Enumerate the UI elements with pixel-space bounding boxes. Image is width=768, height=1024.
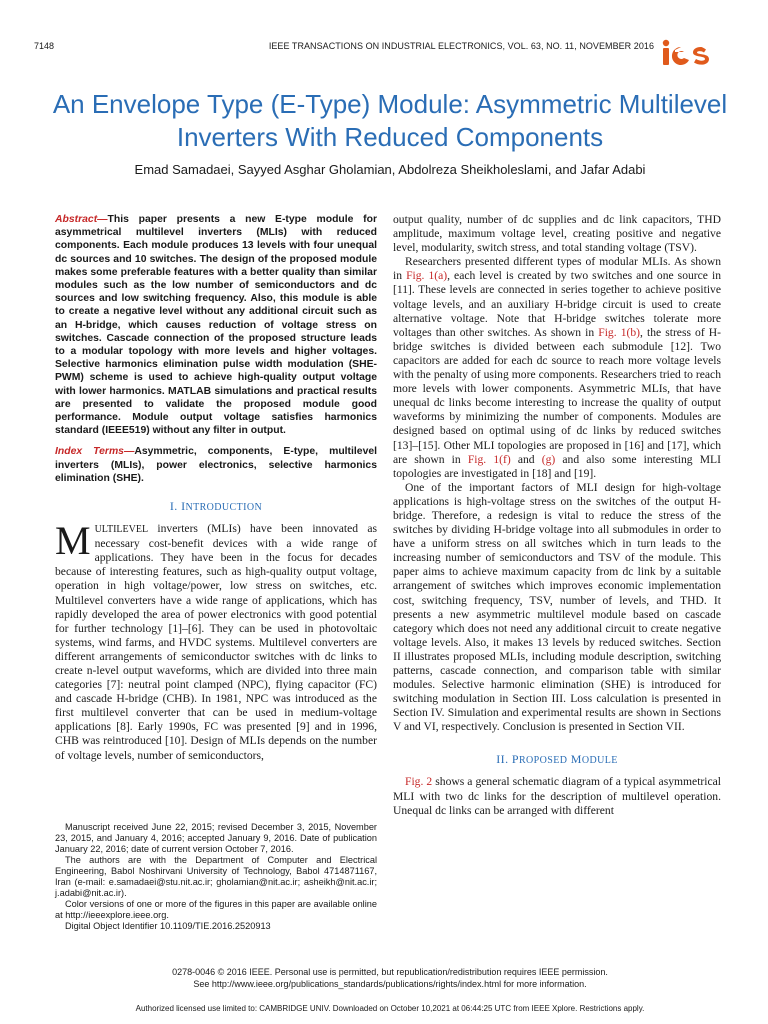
right-column	[393, 213, 721, 818]
drop-cap: M	[55, 518, 91, 564]
index-terms-label: Index Terms—	[55, 446, 135, 458]
abstract-label: Abstract—	[55, 214, 108, 225]
figure-link-1b[interactable]: Fig. 1(b)	[598, 325, 641, 339]
figure-link-2[interactable]: Fig. 2	[405, 775, 433, 789]
ies-logo-icon	[660, 38, 720, 70]
right-paragraph-0: output quality, number of dc supplies and dc link capacitors, THD amplitude, maximum voltage level, creating positive and negative level, modularity, switch stress, and total standing voltage (TSV).	[393, 213, 721, 255]
running-header: IEEE TRANSACTIONS ON INDUSTRIAL ELECTRONICS, VOL. 63, NO. 11, NOVEMBER 2016	[268, 41, 654, 51]
copyright-line-2: See http://www.ieee.org/publications_standards/publications/rights/index.html for more information.	[193, 979, 587, 989]
figure-link-1a[interactable]: Fig. 1(a)	[406, 269, 448, 283]
footnote-affiliation: The authors are with the Department of Computer and Electrical Engineering, Babol Noshirvani University of Technology, Babol 4714871167, Iran (e-mail: e.samadaei@stu.nit.ac.ir; gholamian@nit.ac.ir; asheikh@nit.ac.ir; j.adabi@nit.ac.ir).	[55, 855, 377, 898]
copyright-notice	[40, 966, 740, 990]
section-heading-introduction: I. INTRODUCTION	[169, 499, 263, 514]
footnote-doi: Digital Object Identifier 10.1109/TIE.2016.2520913	[65, 921, 271, 931]
footnote-received: Manuscript received June 22, 2015; revised December 3, 2015, November 23, 2015, and January 4, 2016; accepted January 9, 2016. Date of publication January 22, 2016; date of current version October 7, 2016.	[55, 822, 377, 854]
abstract-text: This paper presents a new E-type module for asymmetrical multilevel inverters (MLIs) with reduced components. Each module produces 13 levels with four unequal dc sources and 10 switches. The design of the proposed module makes some preferable features with a better quality than similar modules such as the low number of semiconductors and dc sources and low switching frequency. Also, this module is able to create a negative level without any additional circuit such as an H-bridge, which causes reduction of voltage stress on switches. Cascade connection of the proposed structure leads to a modular topology with more levels and higher voltages. Selective harmonics elimination pulse width modulation (SHE-PWM) scheme is used to achieve high-quality output voltage with lower harmonics. MATLAB simulations and practical results are presented to validate the proposed module good performance. Module output voltage satisfies harmonics standard (IEEE519) without any filter in output.	[55, 214, 377, 437]
right-paragraph-1: Researchers presented different types of modular MLIs. As shown in Fig. 1(a), each level is created by two switches and one source in [11]. These levels are connected in series together to achieve positive voltage levels, and an auxiliary H-bridge circuit is used to create alternative voltage. Note that H-bridge switches tolerate more voltages than other switches. As shown in Fig. 1(b), the stress of H-bridge switches is divided between each submodule [12]. Two capacitors are added for each dc source to reach more voltage levels with the penalty of using more components. Researchers tried to reach more levels with lower components. Asymmetric MLIs, that have unequal dc links become interesting to increase the quality of output waveforms by minimizing the number of components. Modules are designed based on optimal using of dc links by reduced switches [13]–[15]. Other MLI topologies are proposed in [16] and [17], which are shown in Fig. 1(f) and (g) and also some interesting MLI topologies are investigated in [18] and [19].	[393, 255, 722, 480]
left-column	[55, 213, 377, 763]
right-paragraph-3: Fig. 2 shows a general schematic diagram of a typical asymmetrical MLI with two dc links for the description of multilevel operation. Unequal dc links can be arranged with different	[393, 775, 722, 817]
page-number: 7148	[34, 41, 55, 51]
section-heading-proposed-module: II. PROPOSED MODULE	[496, 752, 618, 767]
index-terms-text: Asymmetric, components, E-type, multilevel inverters (MLIs), power electronics, selective harmonics elimination (SHE).	[55, 446, 378, 484]
figure-link-1g[interactable]: (g)	[541, 452, 556, 466]
copyright-line-1: 0278-0046 © 2016 IEEE. Personal use is permitted, but republication/redistribution requires IEEE permission.	[172, 967, 608, 977]
right-paragraph-2: One of the important factors of MLI design for high-voltage applications is high-voltage stress on the switches of the output H-bridge. Therefore, a redesign is vital to reduce the stress of the switches by dividing H-bridge voltage into all submodules in order to have a uniform stress on all switches which in turn leads to the increasing number of semiconductors and TSV of the module. This paper aims to achieve maximum capacity from dc link by a suitable arrangement of switches which improves economic implementation cost, switching frequency, TSV, number of levels, and THD. It presents a new asymmetric multilevel module based on cascade category which does not need any additional circuit to create negative voltage levels. Also, it makes 13 levels by reduced switches. Section II illustrates proposed MLIs, including module description, switching patterns, cascade connection, and comparison table with similar modules. Selective harmonic elimination (SHE) is introduced for switching modulation in Section III. Loss calculation is presented in Section IV. Simulation and experimental results are shown in Sections V and VI, respectively. Conclusion is presented in Section VII.	[393, 480, 721, 734]
paper-authors: Emad Samadaei, Sayyed Asghar Gholamian, Abdolreza Sheikholeslami, and Jafar Adabi	[134, 162, 646, 177]
intro-paragraph: MULTILEVEL inverters (MLIs) have been innovated as necessary cost-benefit devices with a wide range of applications. They have been in the focus for decades because of interesting features, such as high-quality output voltage, operation in high voltage/power, low stress on switches, etc. Multilevel converters have a wide range of applications, which has rapidly developed the area of power electronics with good potential for further technology [1]–[6]. They can be used in photovoltaic systems, wind farms, and HVDC systems. Multilevel converters are different arrangements of semiconductor switches with dc links to create n-level output waveforms, which are divided into three main categories [7]: neutral point clamped (NPC), flying capacitor (FC) and cascade H-bridge (CHB). In 1981, NPC was introduced as the first multilevel converter that can be used in medium-voltage applications [8]. Early 1990s, FC was presented [9] and in 1996, CHB was reintroduced [10]. Design of MLIs depends on the number of voltage levels, number of semiconductors,	[55, 518, 377, 762]
footnote-color-note: Color versions of one or more of the figures in this paper are available online at http://ieeexplore.ieee.org.	[55, 899, 377, 920]
figure-link-1f[interactable]: Fig. 1(f)	[467, 452, 511, 466]
abstract	[55, 213, 377, 437]
license-notice: Authorized licensed use limited to: CAMBRIDGE UNIV. Downloaded on October 10,2021 at 06:44:25 UTC from IEEE Xplore. Restrictions apply.	[135, 1004, 645, 1013]
paper-title: An Envelope Type (E-Type) Module: Asymmetric Multilevel Inverters With Reduced Components	[52, 89, 728, 152]
footnotes	[55, 822, 377, 932]
index-terms	[55, 445, 377, 485]
